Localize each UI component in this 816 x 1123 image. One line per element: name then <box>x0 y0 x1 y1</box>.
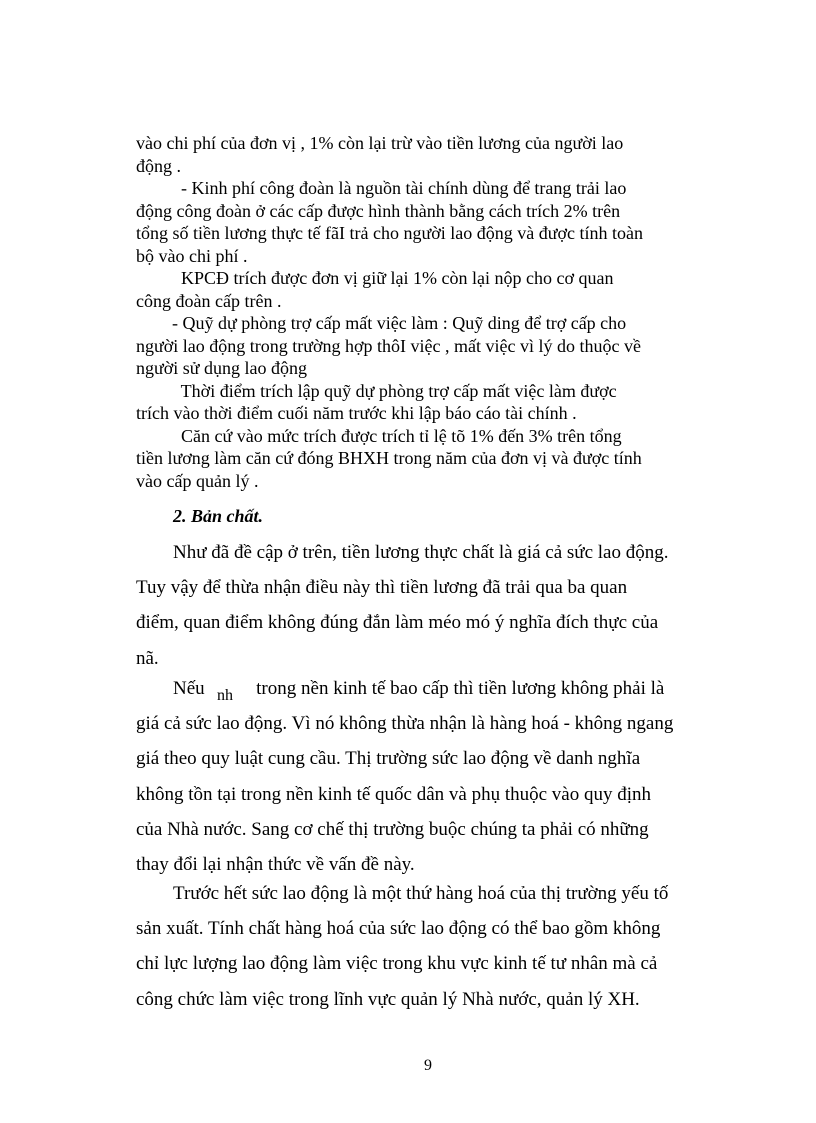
text-line: trích vào thời điểm cuối năm trước khi lập báo cáo tài chính . <box>136 403 577 423</box>
text-line: - Kinh phí công đoàn là nguồn tài chính dùng để trang trải lao <box>136 178 627 198</box>
text-line: Tuy vậy để thừa nhận điều này thì tiền lương đã trải qua ba quan <box>136 577 628 599</box>
text-line: thay đổi lại nhận thức về vấn đề này. <box>136 853 415 875</box>
text-line: điểm, quan điểm không đúng đắn làm méo mó ý nghĩa đích thực của <box>136 612 659 634</box>
text-fragment: trong nền kinh tế bao cấp thì tiền lương không phải là <box>256 678 665 699</box>
section-heading: 2. Bản chất. <box>173 506 264 526</box>
text-line: tổng số tiền lương thực tế fãI trả cho người lao động và được tính toàn <box>136 223 643 243</box>
text-line: giá cả sức lao động. Vì nó không thừa nhận là hàng hoá - không ngang <box>136 713 674 735</box>
paragraph-3 <box>136 876 696 1017</box>
text-line: sản xuất. Tính chất hàng hoá của sức lao động có thể bao gồm không <box>136 918 661 940</box>
text-line: chỉ lực lượng lao động làm việc trong khu vực kinh tế tư nhân mà cả <box>136 953 658 975</box>
text-fragment: Nếu <box>173 678 205 699</box>
text-line: nã. <box>136 647 159 669</box>
text-line: không tồn tại trong nền kinh tế quốc dân và phụ thuộc vào quy định <box>136 783 652 805</box>
inline-subscript-text: nh <box>217 687 233 704</box>
text-line: người lao động trong trường hợp thôI việc , mất việc vì lý do thuộc về <box>136 335 641 356</box>
text-line: của Nhà nước. Sang cơ chế thị trường buộc chúng ta phải có những <box>136 818 649 840</box>
text-line: người sử dụng lao động <box>136 358 308 378</box>
text-line: giá theo quy luật cung cầu. Thị trường sức lao động về danh nghĩa <box>136 748 641 770</box>
text-line: Trước hết sức lao động là một thứ hàng hoá của thị trường yếu tố <box>173 883 669 904</box>
text-line: Như đã đề cập ở trên, tiền lương thực chất là giá cả sức lao động. <box>173 542 669 563</box>
text-line: bộ vào chi phí . <box>136 245 248 266</box>
text-line: tiền lương làm căn cứ đóng BHXH trong năm của đơn vị và được tính <box>136 448 642 468</box>
text-line: KPCĐ trích được đơn vị giữ lại 1% còn lại nộp cho cơ quan <box>136 268 614 288</box>
text-line: động công đoàn ở các cấp được hình thành bằng cách trích 2% trên <box>136 200 621 221</box>
text-line: - Quỹ dự phòng trợ cấp mất việc làm : Quỹ ding để trợ cấp cho <box>136 313 627 333</box>
page-number: 9 <box>424 1057 432 1074</box>
compact-text-block <box>136 132 696 492</box>
text-line: công đoàn cấp trên . <box>136 290 282 311</box>
text-line: Căn cứ vào mức trích được trích tỉ lệ tõ 1% đến 3% trên tổng <box>136 425 622 446</box>
text-line: công chức làm việc trong lĩnh vực quản lý Nhà nước, quản lý XH. <box>136 988 640 1010</box>
text-line: động . <box>136 155 181 176</box>
paragraph-1 <box>136 535 696 676</box>
text-line: Thời điểm trích lập quỹ dự phòng trợ cấp mất việc làm được <box>136 380 617 401</box>
text-line: vào chi phí của đơn vị , 1% còn lại trừ vào tiền lương của người lao <box>136 133 624 153</box>
text-line: vào cấp quản lý . <box>136 470 259 491</box>
